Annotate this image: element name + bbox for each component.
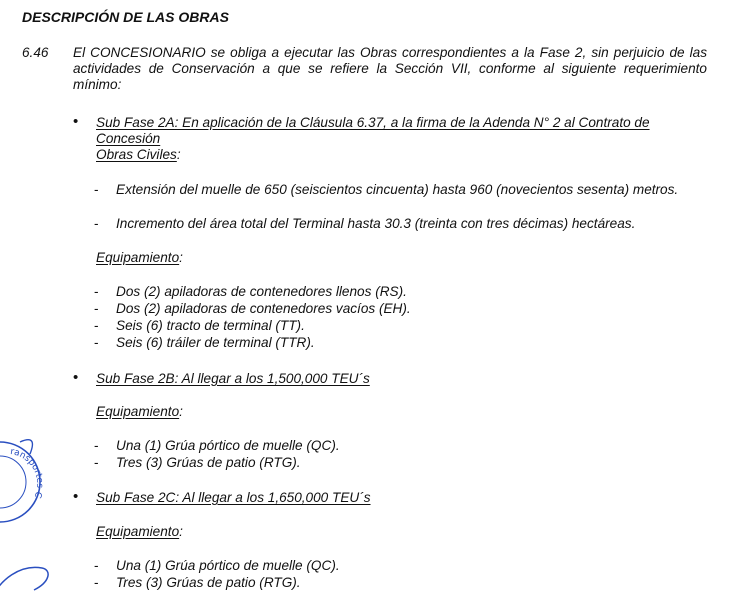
dash-icon: - [94, 182, 99, 197]
equipment-item: Seis (6) tracto de terminal (TT). [116, 318, 305, 333]
equipment-label: Equipamiento [96, 524, 180, 539]
stamp-icon [0, 432, 45, 532]
equipment-item: Una (1) Grúa pórtico de muelle (QC). [116, 558, 340, 573]
signature-icon [0, 560, 60, 601]
dash-icon: - [94, 318, 99, 333]
section-title: DESCRIPCIÓN DE LAS OBRAS [22, 9, 229, 25]
subphase-2c-title: Sub Fase 2C: Al llegar a los 1,650,000 TEU´s [96, 490, 371, 505]
paragraph-number: 6.46 [22, 45, 49, 60]
stamp-text: ransportes C [9, 447, 45, 500]
equipment-label: Equipamiento [96, 404, 180, 419]
equipment-item: Una (1) Grúa pórtico de muelle (QC). [116, 438, 340, 453]
civil-works-label: Obras Civiles [96, 147, 177, 162]
dash-icon: - [94, 284, 99, 299]
equipment-label: Equipamiento [96, 250, 180, 265]
equipment-item: Tres (3) Grúas de patio (RTG). [116, 575, 301, 590]
civil-item: Incremento del área total del Terminal hasta 30.3 (treinta con tres décimas) hectáreas. [116, 216, 636, 231]
subphase-2b-title: Sub Fase 2B: Al llegar a los 1,500,000 TEU´s [96, 371, 370, 386]
equipment-item: Seis (6) tráiler de terminal (TTR). [116, 335, 315, 350]
equipment-item: Tres (3) Grúas de patio (RTG). [116, 455, 301, 470]
bullet-icon: • [73, 113, 79, 130]
subphase-2a-title-line2: Concesión [96, 131, 161, 146]
dash-icon: - [94, 558, 99, 573]
subphase-2a-title-line1: Sub Fase 2A: En aplicación de la Cláusula 6.37, a la firma de la Adenda N° 2 al Contrato de [96, 115, 650, 130]
dash-icon: - [94, 335, 99, 350]
paragraph-text: El CONCESIONARIO se obliga a ejecutar las Obras correspondientes a la Fase 2, sin perjuicio de las actividades de Conservación a que se refiere la Sección VII, conforme al siguiente requerimiento mínimo: [73, 45, 707, 92]
equipment-heading-2a [96, 250, 183, 266]
equipment-heading-2b [96, 404, 183, 420]
equipment-item: Dos (2) apiladoras de contenedores vacíos (EH). [116, 301, 411, 316]
dash-icon: - [94, 575, 99, 590]
colon: : [176, 147, 181, 162]
subphase-2a-title [96, 115, 707, 163]
dash-icon: - [94, 301, 99, 316]
equipment-item: Dos (2) apiladoras de contenedores llenos (RS). [116, 284, 407, 299]
dash-icon: - [94, 216, 99, 231]
colon: : [179, 404, 183, 419]
dash-icon: - [94, 438, 99, 453]
bullet-icon: • [73, 488, 79, 505]
bullet-icon: • [73, 369, 79, 386]
colon: : [179, 524, 183, 539]
dash-icon: - [94, 455, 99, 470]
civil-item: Extensión del muelle de 650 (seiscientos cincuenta) hasta 960 (novecientos sesenta) metros. [116, 182, 679, 197]
equipment-heading-2c [96, 524, 183, 540]
colon: : [179, 250, 183, 265]
